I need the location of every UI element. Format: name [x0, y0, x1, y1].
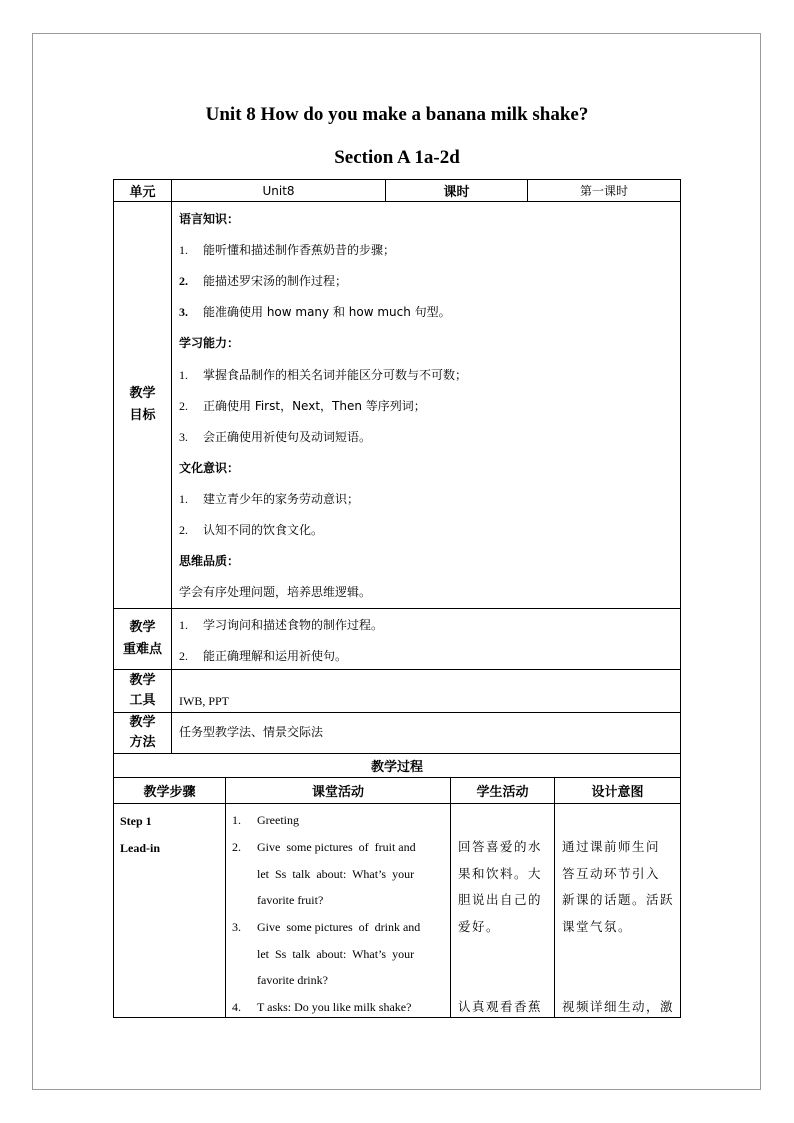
design-intent-line: 通过课前师生问 — [562, 839, 661, 854]
methods-content — [171, 712, 681, 754]
learning-ability-heading: 学习能力： — [179, 336, 240, 350]
step-name: Step 1 — [120, 814, 152, 828]
language-knowledge-heading: 语言知识： — [179, 212, 240, 226]
design-intent-cell — [554, 803, 681, 1018]
key-point-item: 1. 学习询问和描述食物的制作过程。 — [179, 618, 384, 632]
key-point-item: 2. 能正确理解和运用祈使句。 — [179, 649, 348, 663]
objective-item: 1. 建立青少年的家务劳动意识； — [179, 492, 360, 506]
step-subtitle: Lead-in — [120, 841, 161, 855]
column-header-step: 教学步骤 — [113, 777, 226, 804]
cultural-awareness-heading: 文化意识： — [179, 461, 240, 475]
period-label: 课时 — [385, 179, 528, 202]
thinking-quality-heading: 思维品质： — [179, 554, 240, 568]
objective-item: 1. 能听懂和描述制作香蕉奶昔的步骤； — [179, 243, 396, 257]
objectives-label: 教学 目标 — [113, 201, 172, 609]
design-intent-line: 课堂气氛。 — [562, 918, 633, 934]
key-points-content — [171, 608, 681, 670]
tools-value: IWB, PPT — [179, 694, 230, 708]
thinking-quality-text: 学会有序处理问题，培养思维逻辑。 — [179, 585, 372, 599]
tools-content — [171, 669, 681, 713]
step-cell — [113, 803, 226, 1018]
document-subtitle: Section A 1a-2d — [334, 147, 460, 168]
student-activity-line: 认真观看香蕉 — [458, 999, 543, 1014]
objectives-content — [171, 201, 681, 609]
student-activity-cell — [450, 803, 555, 1018]
objective-item: 2. 认知不同的饮食文化。 — [179, 523, 324, 537]
design-intent-line: 答互动环节引入 — [562, 865, 661, 881]
methods-value: 任务型教学法、情景交际法 — [179, 725, 324, 739]
objective-item: 1. 掌握食品制作的相关名词并能区分可数与不可数； — [179, 368, 468, 382]
column-header-student: 学生活动 — [450, 777, 555, 804]
column-header-activity: 课堂活动 — [225, 777, 451, 804]
student-activity-line: 回答喜爱的水 — [458, 839, 543, 854]
objective-item: 2. 能描述罗宋汤的制作过程； — [179, 274, 348, 288]
methods-label: 教学 方法 — [113, 712, 172, 754]
design-intent-line: 视频详细生动，激 — [562, 999, 675, 1014]
objective-item: 3. 会正确使用祈使句及动词短语。 — [179, 430, 372, 444]
key-points-label: 教学 重难点 — [113, 608, 172, 670]
student-activity-line: 爱好。 — [458, 918, 501, 934]
period-value: 第一课时 — [527, 179, 681, 202]
student-activity-line: 果和饮料。大 — [458, 865, 543, 881]
column-header-design: 设计意图 — [554, 777, 681, 804]
tools-label: 教学 工具 — [113, 669, 172, 713]
design-intent-line: 新课的话题。活跃 — [562, 892, 675, 907]
activity-cell: 1. Greeting 2. Give some pictures of fruit and let Ss talk about: What’s your favorite fruit? 3. Give some pictures of drink and let Ss talk about: What’s your favorite drink? 4. T asks: Do you like milk shake? — [225, 803, 451, 1018]
objective-item: 2. 正确使用 First，Next，Then 等序列词； — [179, 399, 426, 413]
objective-item: 3. 能准确使用 how many 和 how much 句型。 — [179, 305, 451, 319]
document-title: Unit 8 How do you make a banana milk shake? — [205, 104, 589, 125]
unit-value: Unit8 — [171, 179, 386, 202]
process-header: 教学过程 — [113, 753, 681, 778]
unit-label: 单元 — [113, 179, 172, 202]
student-activity-line: 胆说出自己的 — [458, 892, 543, 907]
